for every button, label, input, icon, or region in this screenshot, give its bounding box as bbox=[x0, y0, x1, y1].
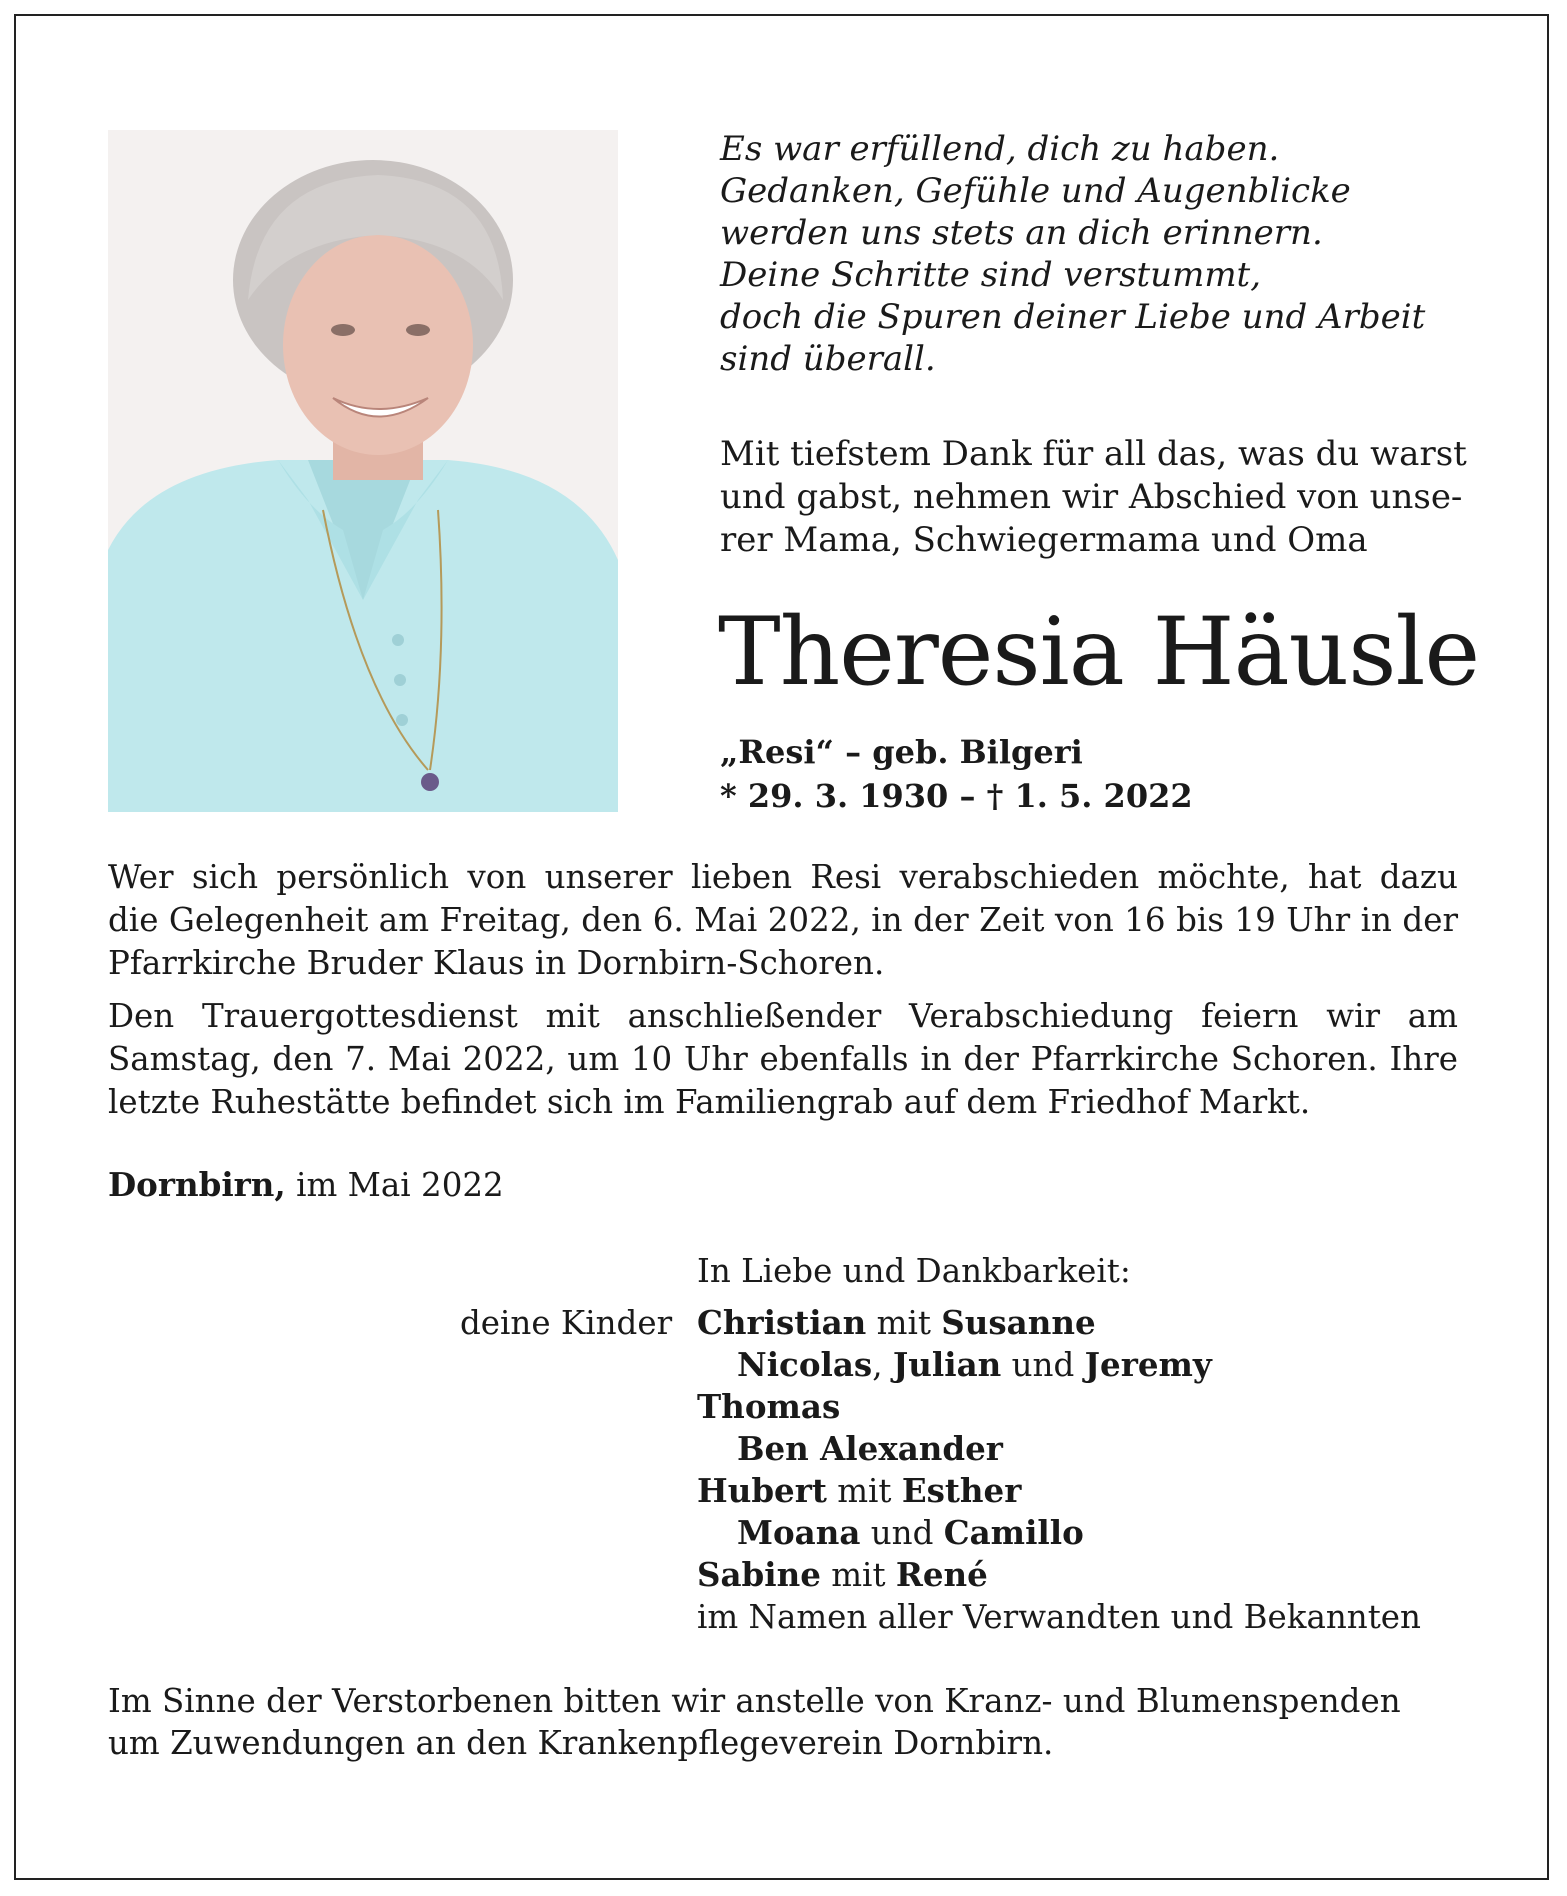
service-line: Samstag, den 7. Mai 2022, um 10 Uhr ebenfalls in der Pfarrkirche Schoren. Ihre bbox=[108, 1040, 1458, 1078]
family-connector: im Namen aller Verwandten und Bekannten bbox=[697, 1598, 1421, 1636]
donation-request bbox=[108, 1680, 1458, 1764]
family-row bbox=[697, 1344, 1421, 1386]
funeral-service-paragraph bbox=[108, 995, 1458, 1124]
family-row bbox=[697, 1512, 1421, 1554]
poem-line: sind überall. bbox=[720, 339, 936, 379]
intro-line: Mit tiefstem Dank für all das, was du warst bbox=[720, 434, 1467, 474]
family-row bbox=[697, 1554, 1421, 1596]
closing-line: Im Sinne der Verstorbenen bitten wir anstelle von Kranz- und Blumenspenden bbox=[108, 1682, 1401, 1720]
farewell-line: die Gelegenheit am Freitag, den 6. Mai 2022, in der Zeit von 16 bis 19 Uhr in der bbox=[108, 901, 1458, 939]
intro-line: rer Mama, Schwiegermama und Oma bbox=[720, 520, 1368, 560]
family-member-name: Esther bbox=[901, 1471, 1022, 1510]
portrait-illustration bbox=[108, 130, 618, 812]
service-line: Den Trauergottesdienst mit anschließender Verabschiedung feiern wir am bbox=[108, 997, 1458, 1035]
family-connector: mit bbox=[820, 1556, 896, 1594]
family-member-name: Nicolas bbox=[737, 1345, 873, 1384]
family-member-name: Hubert bbox=[697, 1471, 827, 1510]
family-row bbox=[697, 1386, 1421, 1428]
place-date: im Mai 2022 bbox=[285, 1166, 504, 1204]
family-member-name: Julian bbox=[892, 1345, 1002, 1384]
poem-line: Gedanken, Gefühle und Augenblicke bbox=[720, 171, 1351, 211]
family-row bbox=[697, 1428, 1421, 1470]
family-row bbox=[697, 1302, 1421, 1344]
farewell-intro bbox=[720, 433, 1480, 562]
family-list bbox=[697, 1302, 1421, 1638]
family-connector: mit bbox=[866, 1304, 942, 1342]
family-member-name: Sabine bbox=[697, 1555, 821, 1594]
portrait-photo bbox=[108, 130, 618, 812]
poem-verse bbox=[720, 128, 1480, 380]
poem-line: Deine Schritte sind verstummt, bbox=[720, 255, 1262, 295]
intro-line: und gabst, nehmen wir Abschied von unse- bbox=[720, 477, 1463, 517]
family-member-name: Susanne bbox=[941, 1303, 1096, 1342]
family-connector: und bbox=[1001, 1346, 1085, 1384]
closing-line: um Zuwendungen an den Krankenpflegeverein Dornbirn. bbox=[108, 1724, 1054, 1762]
place-city: Dornbirn, bbox=[108, 1165, 286, 1204]
family-connector: mit bbox=[826, 1472, 902, 1510]
life-dates: * 29. 3. 1930 – † 1. 5. 2022 bbox=[720, 777, 1193, 815]
poem-line: Es war erfüllend, dich zu haben. bbox=[720, 129, 1280, 169]
nickname-maiden-name: „Resi“ – geb. Bilgeri bbox=[720, 733, 1083, 771]
service-line: letzte Ruhestätte befindet sich im Familiengrab auf dem Friedhof Markt. bbox=[108, 1083, 1311, 1121]
place-date-line bbox=[108, 1163, 504, 1207]
family-row bbox=[697, 1470, 1421, 1512]
family-member-name: Camillo bbox=[943, 1513, 1084, 1552]
family-member-name: Christian bbox=[697, 1303, 867, 1342]
deceased-name: Theresia Häusle bbox=[718, 598, 1480, 707]
family-member-name: René bbox=[895, 1555, 988, 1594]
viewing-info-paragraph bbox=[108, 856, 1458, 985]
poem-line: werden uns stets an dich erinnern. bbox=[720, 213, 1323, 253]
family-member-name: Moana bbox=[737, 1513, 861, 1552]
poem-line: doch die Spuren deiner Liebe und Arbeit bbox=[720, 297, 1426, 337]
signature-label: deine Kinder bbox=[460, 1304, 673, 1342]
family-member-name: Ben Alexander bbox=[737, 1429, 1003, 1468]
family-connector: , bbox=[872, 1346, 893, 1384]
signature-heading: In Liebe und Dankbarkeit: bbox=[697, 1252, 1131, 1290]
farewell-line: Pfarrkirche Bruder Klaus in Dornbirn-Schoren. bbox=[108, 944, 885, 982]
family-member-name: Jeremy bbox=[1084, 1345, 1212, 1384]
farewell-line: Wer sich persönlich von unserer lieben Resi verabschieden möchte, hat dazu bbox=[108, 858, 1458, 896]
family-row bbox=[697, 1596, 1421, 1638]
family-member-name: Thomas bbox=[697, 1387, 841, 1426]
family-connector: und bbox=[860, 1514, 944, 1552]
